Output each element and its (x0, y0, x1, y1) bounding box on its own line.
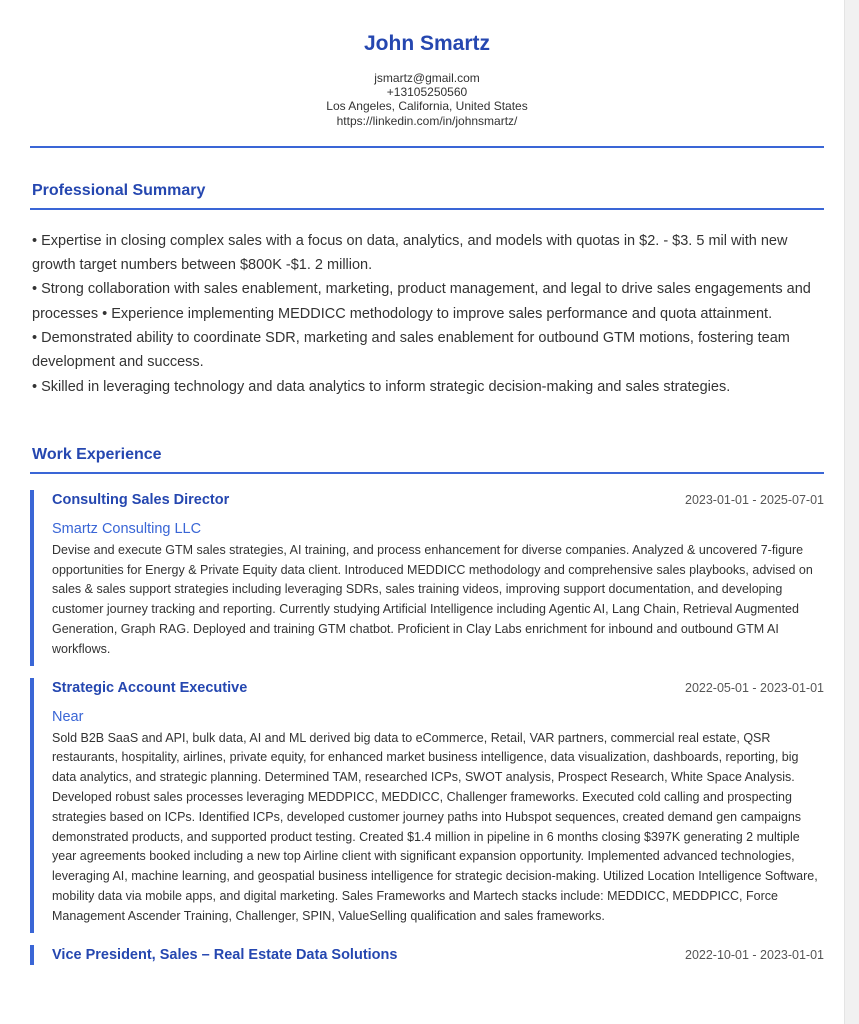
work-experience-section (30, 445, 824, 965)
job-title: Consulting Sales Director (52, 491, 230, 508)
job-entry (30, 678, 824, 933)
job-description: Sold B2B SaaS and API, bulk data, AI and ML derived big data to eCommerce, Retail, VAR partners, commercial real estate, QSR restaurants, hospitality, airlines, private equity, for enhanced market business intelligence, data visualization, dashboards, reporting, big data analytics, and strategic planning. Determined TAM, researched ICPs, SWOT analysis, Prospect Research, White Space Analysis. Developed robust sales processes leveraging MEDDPICC, MEDDICC, Challenger frameworks. Executed cold calling and prospecting strategies based on ICPs. Identified ICPs, developed customer journey paths into Hubspot sequences, created demand gen campaigns demonstrated products, and supported product testing. Created $1.4 million in pipeline in 6 months closing $397K generating 2 multiple year agreements booked including a new top Airline client with significant expansion opportunity. Implemented advanced technologies, leveraging AI, machine learning, and geospatial business intelligence for strategic decision-making. Utilized Location Intelligence Software, mobility data via mobile apps, and digital marketing. Sales Frameworks and Martech stacks include: MEDDICC, MEDDPICC, Force Management Ascender Training, Challenger, SPIN, ValueSelling qualification and sales frameworks. (52, 730, 818, 923)
contact-linkedin: https://linkedin.com/in/johnsmartz/ (336, 113, 518, 128)
page-scrollbar[interactable] (844, 0, 859, 1024)
company-name: Smartz Consulting LLC (52, 520, 202, 537)
job-header (52, 678, 824, 698)
company-name: Near (52, 708, 84, 725)
contact-email: jsmartz@gmail.com (374, 71, 480, 85)
summary-line: • Demonstrated ability to coordinate SDR, marketing and sales enablement for outbound GTM motions, fostering team development and success. (32, 330, 790, 371)
resume-page (30, 0, 824, 965)
summary-line: • Expertise in closing complex sales with a focus on data, analytics, and models with quotas in $2. - $3. 5 mil with new growth target numbers between $800K -$1. 2 million. (32, 232, 788, 274)
job-dates: 2023-01-01 - 2025-07-01 (685, 492, 824, 507)
professional-summary-section (30, 181, 824, 399)
resume-header (30, 0, 824, 148)
job-description: Devise and execute GTM sales strategies, AI training, and process enhancement for diverse companies. Analyzed & uncovered 7-figure opportunities for Energy & Private Equity data client. Introduced MEDDICC methodology and comprehensive sales playbooks, advised on sales & sales support strategies including leveraging SDRs, sales training videos, improving support documentation, and developing customer journey tracking and reporting. Currently studying Artificial Intelligence including Agentic AI, Lang Chain, Retrieval Augmented Generation, Graph RAG. Deployed and training GTM chatbot. Proficient in Clay Labs enrichment for inbound and outbound GTM AI workflows. (52, 542, 813, 656)
job-dates: 2022-10-01 - 2023-01-01 (685, 947, 824, 962)
work-experience-heading: Work Experience (30, 445, 824, 474)
candidate-name: John Smartz (363, 32, 491, 55)
summary-heading: Professional Summary (30, 181, 824, 210)
job-header (52, 490, 824, 510)
summary-line: • Strong collaboration with sales enablement, marketing, product management, and legal to drive sales engagements and processes • Experience implementing MEDDICC methodology to improve sales performance and quota attainment. (32, 281, 811, 322)
contact-location: Los Angeles, California, United States (326, 99, 528, 114)
job-header (52, 945, 824, 965)
job-entry (30, 490, 824, 666)
job-title: Strategic Account Executive (52, 679, 248, 696)
summary-line: • Skilled in leveraging technology and data analytics to inform strategic decision-making and sales strategies. (32, 378, 731, 395)
contact-phone: +13105250560 (386, 85, 468, 100)
job-title: Vice President, Sales – Real Estate Data Solutions (52, 946, 398, 963)
summary-body (30, 210, 824, 399)
job-entry (30, 945, 824, 965)
job-dates: 2022-05-01 - 2023-01-01 (685, 680, 824, 695)
